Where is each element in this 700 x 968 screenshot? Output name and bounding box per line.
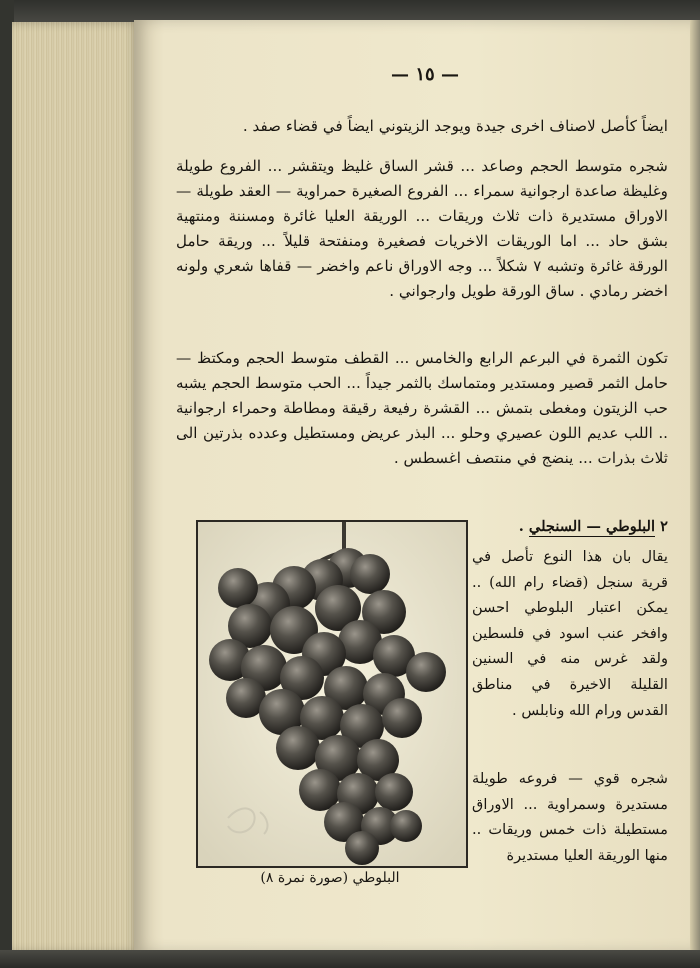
book-cover-bottom [0,950,700,968]
section-title: البلوطي — السنجلي [528,518,656,535]
grape-bunch-illustration [198,522,466,866]
section-paragraph-2: شجره قوي — فروعه طويلة مستديرة وسمراوية ... الاوراق مستطيلة ذات خمس وريقات .. منها الوريقة العليا مستديرة [472,770,668,864]
section-paragraph-1: يقال بان هذا النوع تأصل في قرية سنجل (قضاء رام الله) .. يمكن اعتبار البلوطي احسن وافخر عنب اسود في فلسطين ولقد غرس منه في السنين القليلة الاخيرة في مناطق القدس ورام الله ونابلس . [472,548,668,719]
page-right-shadow [690,20,700,952]
section-heading [472,514,668,540]
paragraph-2: شجره متوسط الحجم وصاعد ... قشر الساق غليظ ويتقشر ... الفروع طويلة وغليظة صاعدة ارجوانية سمراء ... الفروع الصغيرة حمراوية — العقد طويلة — الاوراق مستديرة ذات ثلاث وريقات ... الوريقة العليا غائرة ومسننة ومنتهية بشق حاد ... اما الوريقات الاخريات فصغيرة ومنفتحة قليلاً ... وريقة حامل الورقة غائرة وتشبه ٧ شكلاً ... وجه الاوراق ناعم واخضر — قفاها شعري ولونه اخضر رمادي . ساق الورقة طويل وارجواني . [176,157,668,300]
paragraph-3: تكون الثمرة في البرعم الرابع والخامس ... القطف متوسط الحجم ومكتظ — حامل الثمر قصير ومستدير ومتماسك بالثمر جيداً ... الحب متوسط الحجم يشبه حب الزيتون ومغطى بتمش ... القشرة رفيعة رقيقة ومطاطة وحمراء ارجوانية .. اللب عديم اللون عصيري وحلو ... البذر عريض ومستطيل وعدده بذرتين الى ثلاث بذرات ... ينضج في منتصف اغسطس . [176,349,668,467]
section-number: ٢ [660,518,668,535]
figure-caption: البلوطي (صورة نمرة ٨) [260,870,400,886]
page-number: — ١٥ — [391,64,459,85]
page-stack-edge [12,22,140,952]
grape-photo [196,520,468,868]
section-heading-end: . [518,518,524,535]
paragraph-1: ايضاً كأصل لاصناف اخرى جيدة ويوجد الزيتوني ايضاً في قضاء صفد . [242,117,668,135]
